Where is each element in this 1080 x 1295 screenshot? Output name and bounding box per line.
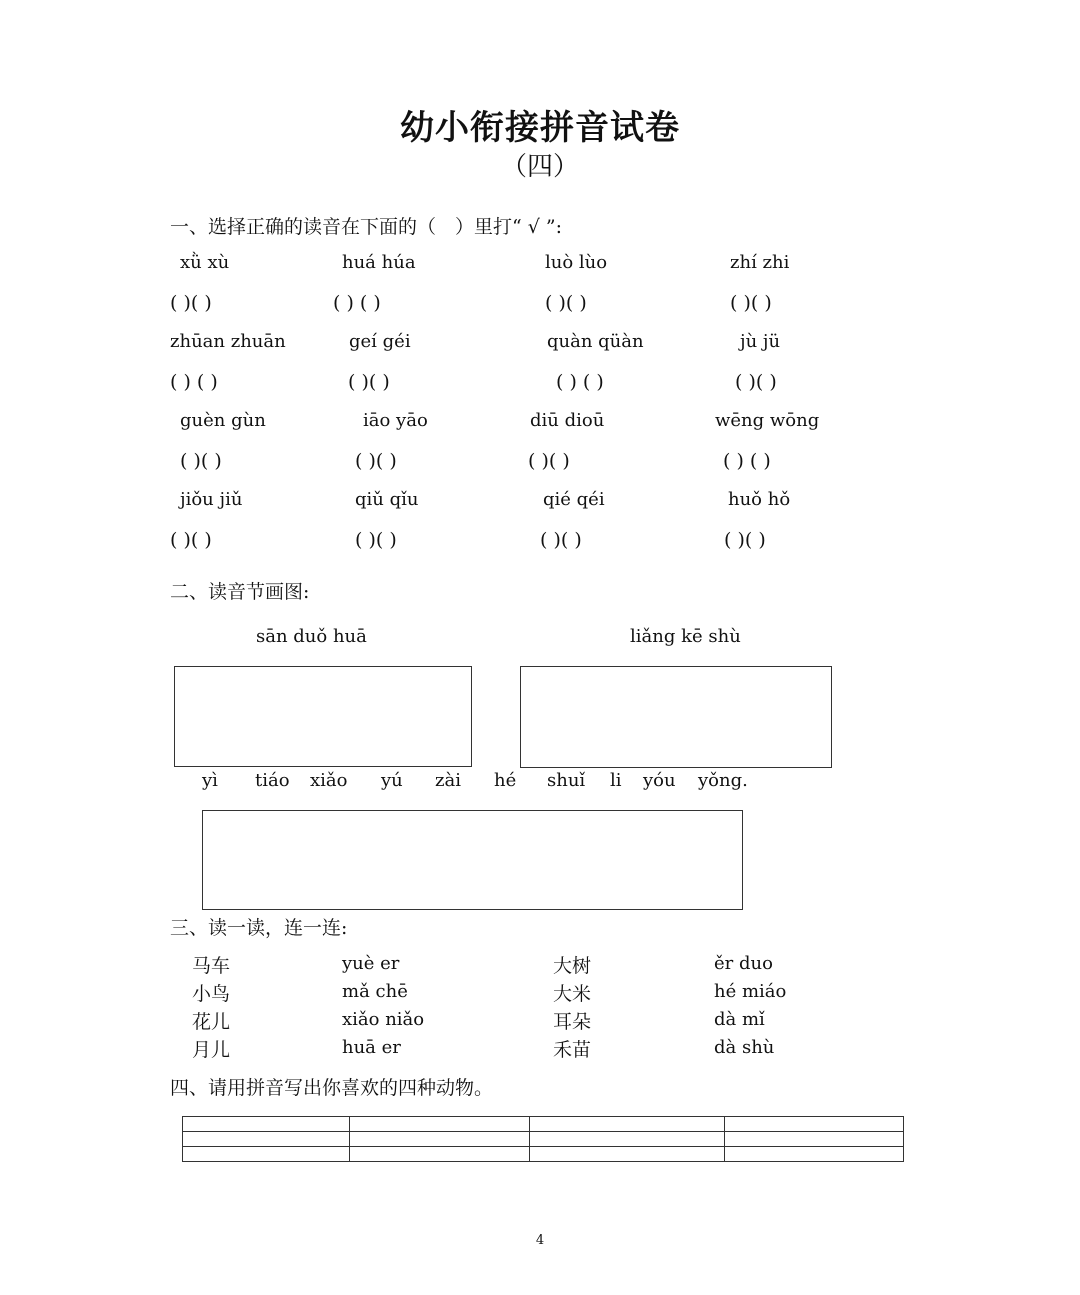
pinyin-pair: wēng wōng <box>715 410 820 431</box>
sentence-word: hé <box>494 770 517 791</box>
answer-parens[interactable]: ( )( ) <box>170 529 212 551</box>
word-chinese[interactable]: 月儿 <box>192 1039 231 1061</box>
answer-parens[interactable]: ( ) ( ) <box>723 450 771 472</box>
pinyin-pair: zhūan zhuān <box>170 331 286 352</box>
drawing-box-right[interactable] <box>520 666 832 768</box>
section4-heading: 四、请用拼音写出你喜欢的四种动物。 <box>170 1077 494 1099</box>
pinyin-pair: jiǒu jiǔ <box>180 489 243 510</box>
word-pinyin[interactable]: ěr duo <box>714 953 773 974</box>
grid-cell[interactable] <box>725 1132 904 1147</box>
answer-parens[interactable]: ( )( ) <box>348 371 390 393</box>
grid-cell[interactable] <box>725 1117 904 1132</box>
pinyin-pair: guèn gùn <box>180 410 266 431</box>
section3-heading: 三、读一读，连一连: <box>170 917 348 939</box>
word-pinyin[interactable]: xiǎo niǎo <box>342 1009 425 1030</box>
grid-cell[interactable] <box>350 1147 530 1162</box>
word-chinese[interactable]: 花儿 <box>192 1011 231 1033</box>
word-pinyin[interactable]: yuè er <box>342 953 400 974</box>
sentence-word: li <box>610 770 622 791</box>
answer-parens[interactable]: ( )( ) <box>730 292 772 314</box>
pinyin-pair: zhí zhi <box>730 252 790 273</box>
pinyin-pair: luò lùo <box>545 252 608 273</box>
word-chinese[interactable]: 大树 <box>553 955 592 977</box>
word-pinyin[interactable]: dà mǐ <box>714 1009 765 1030</box>
pinyin-pair: jù jü <box>740 331 781 352</box>
sentence-word: yú <box>381 770 403 791</box>
answer-parens[interactable]: ( )( ) <box>180 450 222 472</box>
sentence-word: yì <box>202 770 218 791</box>
word-pinyin[interactable]: mǎ chē <box>342 981 408 1002</box>
pinyin-pair: quàn qüàn <box>547 331 644 352</box>
word-chinese[interactable]: 耳朵 <box>553 1011 592 1033</box>
answer-parens[interactable]: ( )( ) <box>528 450 570 472</box>
grid-cell[interactable] <box>530 1117 725 1132</box>
sentence-word: zài <box>435 770 461 791</box>
answer-parens[interactable]: ( )( ) <box>724 529 766 551</box>
pinyin-pair: huá húa <box>342 252 416 273</box>
answer-parens[interactable]: ( )( ) <box>545 292 587 314</box>
grid-cell[interactable] <box>183 1117 350 1132</box>
word-pinyin[interactable]: dà shù <box>714 1037 775 1058</box>
grid-cell[interactable] <box>183 1132 350 1147</box>
answer-parens[interactable]: ( )( ) <box>170 292 212 314</box>
section2-heading: 二、读音节画图: <box>170 581 310 603</box>
grid-cell[interactable] <box>350 1132 530 1147</box>
drawing-prompt-left: sān duǒ huā <box>256 626 367 647</box>
grid-cell[interactable] <box>725 1147 904 1162</box>
word-chinese[interactable]: 禾苗 <box>553 1039 592 1061</box>
page-title: 幼小衔接拼音试卷 <box>400 108 680 148</box>
sentence-word: xiǎo <box>310 770 348 791</box>
drawing-box-bottom[interactable] <box>202 810 743 910</box>
answer-parens[interactable]: ( ) ( ) <box>333 292 381 314</box>
drawing-box-left[interactable] <box>174 666 472 767</box>
word-pinyin[interactable]: huā er <box>342 1037 401 1058</box>
drawing-prompt-right: liǎng kē shù <box>630 626 741 647</box>
answer-parens[interactable]: ( ) ( ) <box>556 371 604 393</box>
pinyin-pair: xǜ xù <box>180 252 230 273</box>
word-chinese[interactable]: 马车 <box>192 955 231 977</box>
page-number: 4 <box>535 1233 545 1248</box>
answer-parens[interactable]: ( )( ) <box>735 371 777 393</box>
answer-grid[interactable] <box>182 1116 904 1162</box>
grid-cell[interactable] <box>530 1132 725 1147</box>
sentence-word: yǒng. <box>698 770 748 791</box>
pinyin-pair: geí géi <box>349 331 411 352</box>
answer-parens[interactable]: ( )( ) <box>540 529 582 551</box>
section1-heading: 一、选择正确的读音在下面的（ ）里打“ √ ”: <box>170 216 563 238</box>
word-pinyin[interactable]: hé miáo <box>714 981 787 1002</box>
page-subtitle: （四） <box>500 152 579 182</box>
sentence-word: tiáo <box>255 770 290 791</box>
pinyin-pair: diū dioū <box>530 410 605 431</box>
sentence-word: yóu <box>643 770 676 791</box>
sentence-word: shuǐ <box>547 770 586 791</box>
grid-cell[interactable] <box>350 1117 530 1132</box>
pinyin-pair: huǒ hǒ <box>728 489 791 510</box>
pinyin-pair: iāo yāo <box>363 410 428 431</box>
grid-cell[interactable] <box>530 1147 725 1162</box>
word-chinese[interactable]: 大米 <box>553 983 592 1005</box>
answer-parens[interactable]: ( )( ) <box>355 529 397 551</box>
grid-cell[interactable] <box>183 1147 350 1162</box>
pinyin-pair: qiǔ qǐu <box>355 489 419 510</box>
answer-parens[interactable]: ( ) ( ) <box>170 371 218 393</box>
word-chinese[interactable]: 小鸟 <box>192 983 231 1005</box>
answer-parens[interactable]: ( )( ) <box>355 450 397 472</box>
pinyin-pair: qié qéi <box>543 489 605 510</box>
